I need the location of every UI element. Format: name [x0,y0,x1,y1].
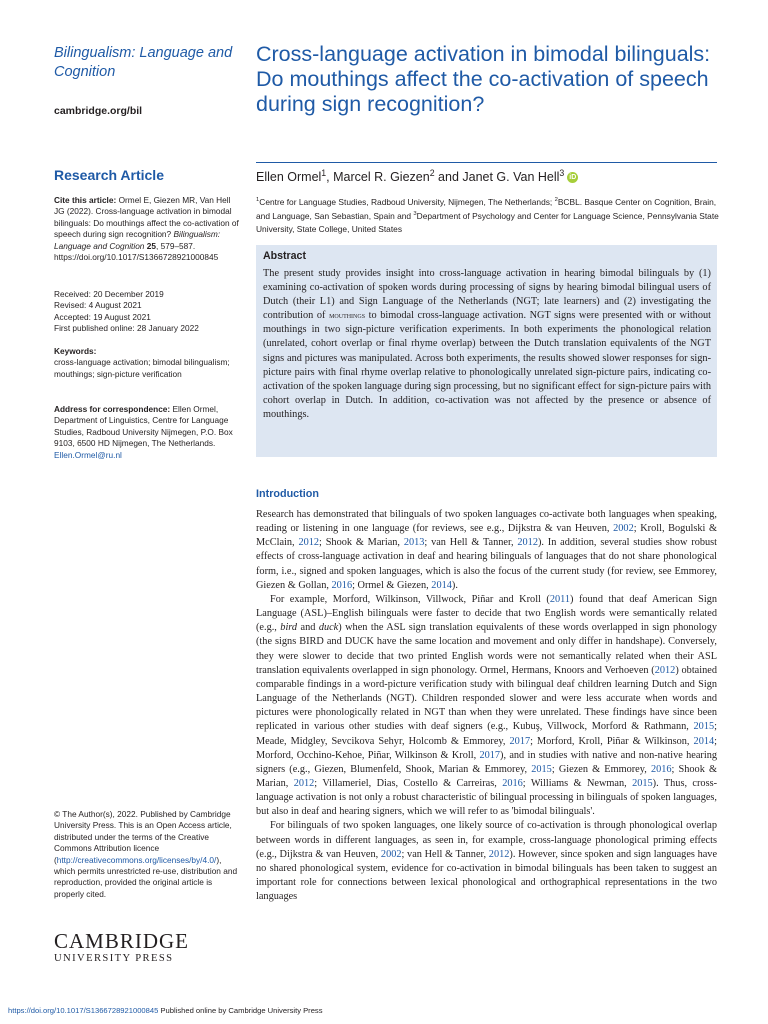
license-link[interactable]: http://creativecommons.org/licenses/by/4.0/ [56,854,217,865]
accepted-date: Accepted: 19 August 2021 [54,311,151,322]
intro-paragraph-2: For example, Morford, Wilkinson, Villwock, Piñar and Kroll (2011) found that deaf American Sign Language (ASL)–English bilinguals were faster to decide that two English words were semantically related (e.g., bird and duck) when the ASL sign translation equivalents of these words overlapped in sign phonology (the signs BIRD and DUCK have the same location and movement and only differ in handshape). Conversely, they were slower to decide that two printed English words were not semantically related when their ASL translation equivalents overlapped in sign phonology. Ormel, Hermans, Knoors and Verhoeven (2012) obtained comparable findings in a word-picture verification study with bilingual deaf children learning Dutch and Sign Language of the Netherlands (NGT). Children responded slower and were less accurate when words and pictures were phonologically related in NGT than when they were unrelated. These findings have since been replicated in various other studies with deaf signers (e.g., Kubuş, Villwock, Morford & Rathmann, 2015; Meade, Midgley, Sevcikova Sehyr, Holcomb & Emmorey, 2017; Morford, Kroll, Piñar & Wilkinson, 2014; Morford, Occhino-Kehoe, Piñar, Wilkinson & Kroll, 2017), and in studies with native and non-native hearing signers (e.g., Giezen, Blumenfeld, Shook, Marian & Emmorey, 2015; Giezen & Emmorey, 2016; Shook & Marian, 2012; Villameriel, Dias, Costello & Carreiras, 2016; Williams & Newman, 2015). Thus, cross-language activation is not only a robust characteristic of bilingual processing in bilinguals of spoken languages, but also in deaf and hearing signers, which we will refer to as 'bimodal bilinguals'. [256,593,718,818]
abstract-text [263,267,711,422]
email-link[interactable]: Ellen.Ormel@ru.nl [54,449,122,460]
keywords-label: Keywords: [54,346,97,356]
author-3-sup: 3 [559,167,565,178]
abstract-part-1: The present study provides insight into cross-language activation in hearing bimodal bilinguals by (1) examining co-activation of spoken words during processing of signs by hearing bimodal bilingual users of Dutch (their L1) and Sign Language of the Netherlands (NGT; late learners) and (2) investigating the contribution of [263,268,711,322]
affil-1: Centre for Language Studies, Radboud University, Nijmegen, The Netherlands; [259,197,555,207]
received-date: Received: 20 December 2019 [54,289,164,299]
citation-link[interactable]: 2015 [531,763,552,775]
author-2-sup: 2 [429,167,435,178]
citation-link[interactable]: 2014 [431,579,452,591]
logo-sub: UNIVERSITY PRESS [54,953,174,964]
license-text-b: ), which permits unrestricted re-use, distribution and reproduction, provided the original article is properly cited. [54,854,238,899]
author-1[interactable]: Ellen Ormel [256,170,322,184]
citation-link[interactable]: 2016 [650,763,672,775]
affil-1-sup: 1 [256,197,260,204]
affil-3-sup: 3 [413,210,417,217]
published-date: First published online: 28 January 2022 [54,323,199,334]
intro-paragraph-1: Research has demonstrated that bilinguals of two spoken languages co-activate both languages when speaking, reading or listening in one language (for reviews, see e.g., Dijkstra & van Heuven, 2002; Kroll, Bogulski & McClain, 2012; Shook & Marian, 2013; van Hell & Tanner, 2012). In addition, several studies show robust effects of cross-language activation in deaf and hearing bilinguals of languages that do not share phonological form, i.e., signed and spoken languages, which is also the focus of the current study (for review, see Emmorey, Giezen & Gollan, 2016; Ormel & Giezen, 2014). [256,509,718,591]
keywords-block [54,346,240,380]
citation-link[interactable]: 2016 [331,579,353,591]
dates-block [54,289,240,335]
citation-link[interactable]: 2012 [654,664,676,676]
citation-link[interactable]: 2012 [293,777,315,789]
citation-link[interactable]: 2012 [517,537,538,549]
revised-date: Revised: 4 August 2021 [54,300,142,311]
title-divider [256,162,717,163]
abstract-heading: Abstract [263,250,306,262]
introduction-body [256,508,717,904]
cite-rest[interactable]: , 579–587. https://doi.org/10.1017/S1366728921000845 [54,240,219,263]
citation-link[interactable]: 2013 [403,537,425,549]
article-type: Research Article [54,167,164,183]
citation-block [54,195,240,263]
license-text-a: © The Author(s), 2022. Published by Cambridge University Press. This is an Open Access article, distributed under the terms of the Creative Commons Attribution licence ( [54,809,232,865]
citation-link[interactable]: 2015 [693,721,715,733]
affil-2-sup: 2 [554,197,558,204]
citation-link[interactable]: 2016 [502,777,523,789]
address-label: Address for correspondence: [54,404,171,414]
citation-link[interactable]: 2011 [549,593,571,605]
abstract-part-2: to bimodal cross-language activation. NGT signs were presented with or without mouthings in two sign-picture verification experiments. In both experiments the phonological relation (unrelated, cohort overlap or final rhyme overlap) between the Dutch translation equivalents of the NGT signs and pictures was manipulated. Across both experiments, the results showed slower responses for sign-picture pairs with final rhyme overlap relative to phonologically unrelated sign-picture pairs, indicating co-activation of the spoken language during sign processing, but no significant effect for sign-picture pairs with cohort overlap in Dutch. In addition, co-activation was not affected by the presence or absence of mouthings. [263,310,711,420]
author-list [256,169,726,185]
cite-journal: Bilingualism: Language and Cognition [54,229,221,251]
citation-link[interactable]: 2002 [380,848,402,860]
keywords-text: cross-language activation; bimodal bilingualism; mouthings; sign-picture verification [54,357,230,379]
citation-link[interactable]: 2012 [298,537,320,549]
author-1-sup: 1 [321,167,327,178]
citation-link[interactable]: 2002 [613,523,634,535]
cite-text: Ormel E, Giezen MR, Van Hell JG (2022). Cross-language activation in bimodal bilinguals: Do mouthings affect the co-activation of speech during sign recognition? [54,195,239,240]
affiliations [256,196,722,237]
cite-label: Cite this article: [54,195,117,205]
citation-link[interactable]: 2015 [632,777,653,789]
citation-link[interactable]: 2014 [693,735,715,747]
orcid-icon[interactable]: iD [569,174,577,182]
affil-2: BCBL. Basque Center on Cognition, Brain, and Language, San Sebastian, Spain and [256,197,717,221]
page-footer [8,1006,323,1015]
address-text: Ellen Ormel, Department of Linguistics, Centre for Language Studies, Radboud University Nijmegen, P.O. Box 9103, 6500 HD Nijmegen, The Netherlands. [54,404,233,449]
journal-site-link[interactable]: cambridge.org/bil [54,105,143,117]
article-title: Cross-language activation in bimodal bilinguals: Do mouthings affect the co-activation of speech during sign recognition? [256,42,711,116]
affil-3: Department of Psychology and Center for Language Science, Pennsylvania State University, State College, United States [256,210,719,235]
cambridge-logo [54,930,189,965]
logo-main: CAMBRIDGE [54,929,190,953]
footer-text: Published online by Cambridge University Press [158,1006,323,1015]
introduction-heading: Introduction [256,488,319,500]
footer-doi-link[interactable]: https://doi.org/10.1017/S1366728921000845 [8,1006,159,1015]
abstract-mouthings: mouthings [329,311,366,322]
cite-volume: 25 [146,240,156,251]
citation-link[interactable]: 2017 [509,735,531,747]
intro-paragraph-3: For bilinguals of two spoken languages, one likely source of co-activation is through phonological overlap between words in different languages, as seen in, for example, cross-language phonological priming effects (e.g., Dijkstra & van Heuven, 2002; van Hell & Tanner, 2012). However, since spoken and sign languages have no shared phonological system, evidence for co-activation in bimodal bilinguals has been taken to suggest an important role for connections between lexical phonological and orthographical representations in the two languages [256,820,718,903]
citation-link[interactable]: 2012 [488,848,510,860]
citation-link[interactable]: 2017 [479,749,501,761]
correspondence-block [54,404,240,461]
author-3[interactable]: and Janet G. Van Hell [434,170,560,184]
journal-name: Bilingualism: Language and Cognition [54,45,233,80]
license-block [54,809,240,900]
author-2[interactable]: , Marcel R. Giezen [326,170,430,184]
